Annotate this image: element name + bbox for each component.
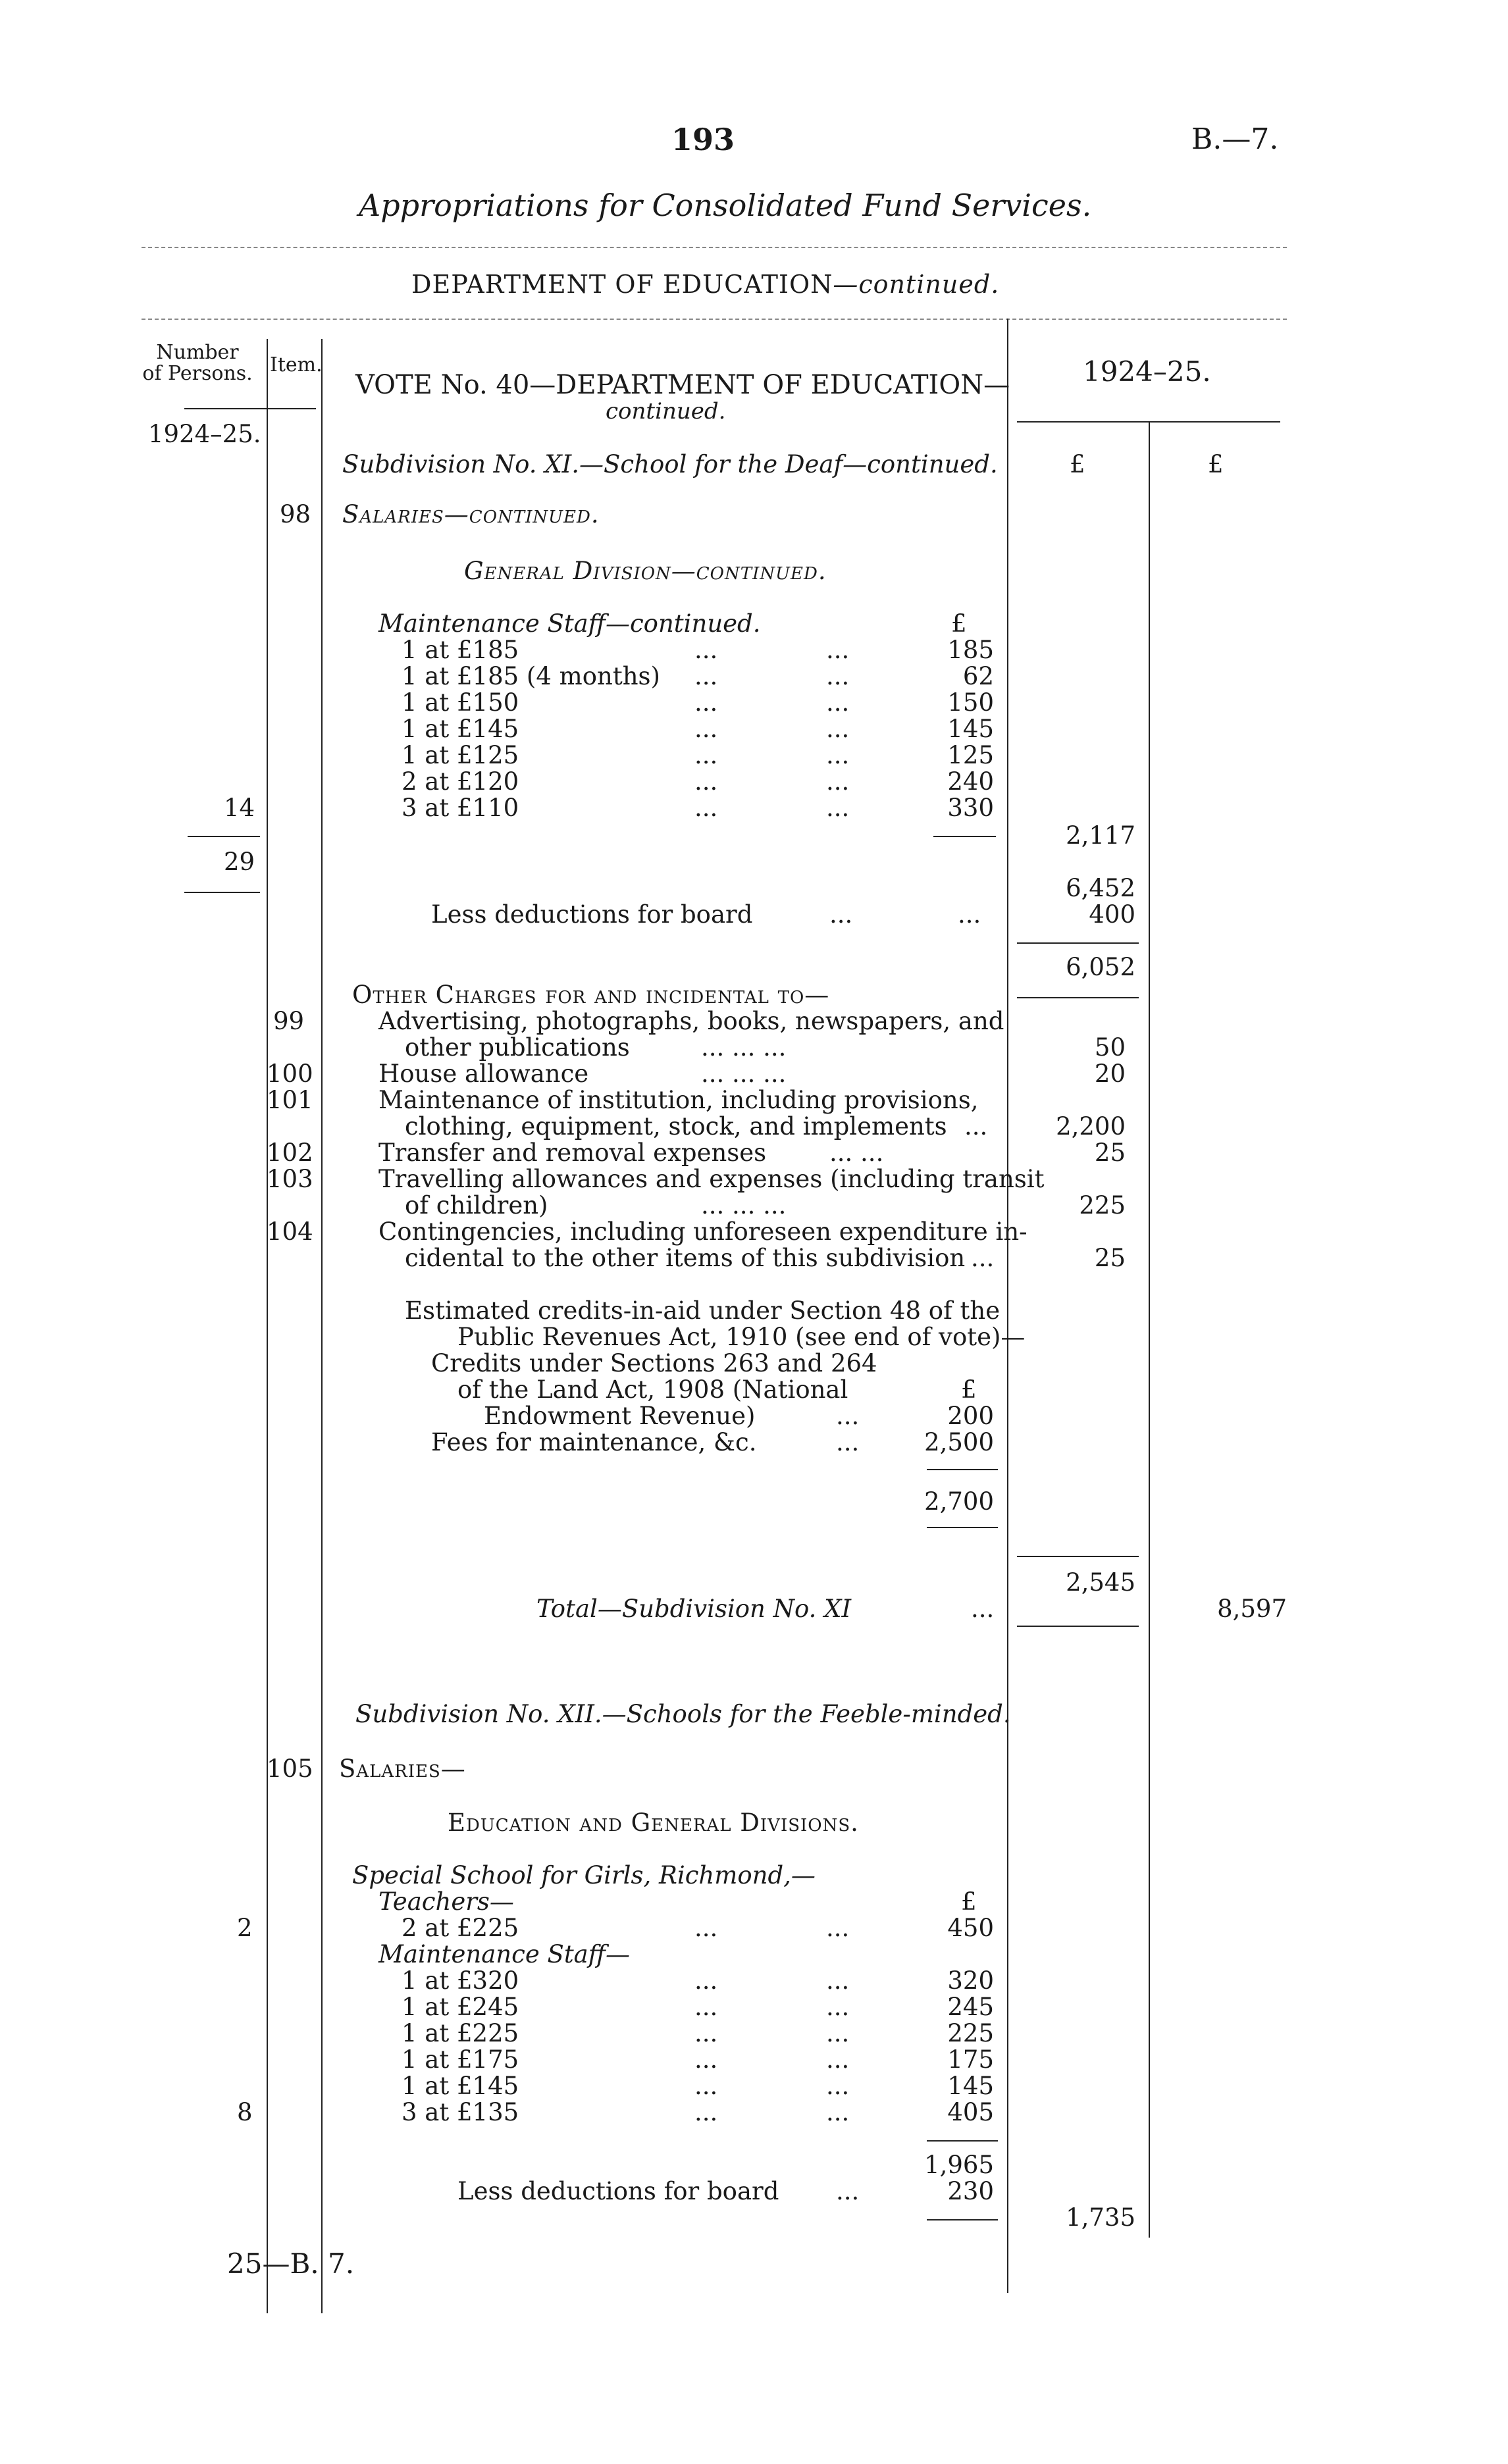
dots: ...: [694, 767, 718, 796]
persons-item-divider: [267, 339, 268, 2313]
credits-rule-2: [927, 1527, 998, 1528]
staff-row-amount: 245: [947, 1993, 994, 2021]
item-description: Transfer and removal expenses: [378, 1139, 767, 1167]
net-rule: [1017, 942, 1139, 944]
staff-row-amount: 125: [947, 741, 994, 769]
total-rule: [1017, 1626, 1139, 1627]
item-header: Item.: [270, 353, 323, 376]
staff-row-label: 1 at £320: [402, 1966, 519, 1995]
item-description-cont: cidental to the other items of this subdivision: [405, 1244, 966, 1272]
teacher-row-amount: 450: [947, 1914, 994, 1942]
header-rule-right: [1017, 421, 1280, 423]
dots: ...: [694, 636, 718, 664]
staff-row-label: 3 at £110: [402, 794, 519, 822]
dots: ...: [836, 1402, 860, 1430]
header-rule-left: [184, 408, 316, 409]
dots: ...: [826, 636, 850, 664]
persons-header-line2: of Persons.: [142, 362, 253, 385]
dots: ...: [826, 1993, 850, 2021]
item-description: Travelling allowances and expenses (including transit: [378, 1165, 1045, 1193]
persons-count: 2: [237, 1914, 253, 1942]
item-description-cont: other publications: [405, 1033, 630, 1062]
sum-rule: [933, 836, 996, 837]
pound-sign-4: £: [961, 1375, 977, 1404]
dots: ...: [826, 2072, 850, 2100]
dots: ...: [971, 1595, 995, 1623]
staff-row-amount: 185: [947, 636, 994, 664]
credits-line: Fees for maintenance, &c.: [431, 1428, 757, 1456]
dots: ...: [694, 794, 718, 822]
item-amount: 225: [1079, 1191, 1126, 1219]
item-description: Advertising, photographs, books, newspapers, and: [378, 1007, 1004, 1035]
page-number: 193: [671, 122, 735, 157]
dots: ...: [694, 1993, 718, 2021]
credits-amount: 2,500: [924, 1428, 994, 1456]
dots: ...: [964, 1112, 988, 1141]
dots: ...: [826, 794, 850, 822]
teachers-heading: Teachers—: [378, 1887, 514, 1916]
pound-sign-3: £: [951, 609, 967, 638]
staff-row-label: 1 at £185: [402, 636, 519, 664]
gross-total-2: 1,965: [924, 2151, 994, 2179]
total-subdivision-amount: 8,597: [1217, 1595, 1287, 1623]
gross-total: 6,452: [1066, 874, 1135, 902]
staff-row-amount: 240: [947, 767, 994, 796]
item-description-cont: of children): [405, 1191, 548, 1219]
maintenance-staff-2: Maintenance Staff—: [378, 1940, 630, 1968]
dots: ...: [694, 2045, 718, 2074]
persons-total: 29: [224, 848, 255, 876]
staff-row-label: 1 at £145: [402, 715, 519, 743]
dots: ...: [836, 1428, 860, 1456]
item-number: 101: [267, 1086, 313, 1114]
staff-row-label: 2 at £120: [402, 767, 519, 796]
reference-code: B.—7.: [1191, 122, 1279, 156]
staff-row-amount: 330: [947, 794, 994, 822]
maintenance-staff: Maintenance Staff—continued.: [378, 609, 761, 638]
net-rule-2: [1017, 997, 1139, 998]
staff-row-label: 1 at £225: [402, 2019, 519, 2047]
total-subdivision-label: Total—Subdivision No. XI: [536, 1595, 852, 1623]
year-left: 1924–25.: [148, 420, 261, 448]
money-columns-divider: [1149, 421, 1150, 2238]
staff-row-amount: 145: [947, 2072, 994, 2100]
credits-line: Credits under Sections 263 and 264: [431, 1349, 877, 1377]
item-amount: 50: [1094, 1033, 1126, 1062]
staff-row-label: 1 at £175: [402, 2045, 519, 2074]
credits-amount: 200: [947, 1402, 994, 1430]
education-general-divisions: Education and General Divisions.: [448, 1809, 859, 1837]
dots: ...: [826, 1966, 850, 1995]
less-deductions-amount-2: 230: [947, 2177, 994, 2205]
other-charges-total: 2,545: [1066, 1568, 1135, 1597]
pound-sign-2: £: [1208, 450, 1224, 478]
item-amount: 25: [1094, 1139, 1126, 1167]
teacher-row-label: 2 at £225: [402, 1914, 519, 1942]
dots: ...: [694, 741, 718, 769]
staff-row-amount: 145: [947, 715, 994, 743]
persons-count: 8: [237, 2098, 253, 2126]
sum-rule-2: [927, 2140, 998, 2142]
special-school: Special School for Girls, Richmond,—: [352, 1861, 816, 1889]
credits-line: of the Land Act, 1908 (National: [457, 1375, 848, 1404]
staff-row-label: 1 at £185 (4 months): [402, 662, 660, 690]
staff-row-label: 1 at £150: [402, 688, 519, 717]
staff-row-label: 1 at £245: [402, 1993, 519, 2021]
dots: ...: [694, 1914, 718, 1942]
dots: ...: [826, 688, 850, 717]
item-98: 98: [280, 500, 311, 528]
dots: ...: [694, 2019, 718, 2047]
persons-rule-2: [184, 892, 260, 893]
dots: ...: [694, 662, 718, 690]
credits-line: Public Revenues Act, 1910 (see end of vote)—: [457, 1323, 1026, 1351]
year-right: 1924–25.: [1083, 355, 1211, 388]
item-description: Maintenance of institution, including provisions,: [378, 1086, 979, 1114]
heading-rule: [142, 319, 1287, 320]
pound-sign-5: £: [961, 1887, 977, 1916]
salaries-heading: Salaries—continued.: [342, 500, 600, 528]
credits-line: Endowment Revenue): [484, 1402, 756, 1430]
less-deductions-label: Less deductions for board: [431, 900, 753, 929]
staff-row-amount: 150: [947, 688, 994, 717]
staff-row-amount: 225: [947, 2019, 994, 2047]
dots: ...: [694, 2072, 718, 2100]
net-amount-2: 1,735: [1066, 2203, 1135, 2232]
title-rule: [142, 247, 1287, 248]
dots: ... ... ...: [701, 1191, 787, 1219]
item-description: Contingencies, including unforeseen expenditure in-: [378, 1218, 1027, 1246]
page-title: Appropriations for Consolidated Fund Services.: [359, 188, 1092, 223]
dots: ... ... ...: [701, 1060, 787, 1088]
dots: ...: [826, 662, 850, 690]
item-description: House allowance: [378, 1060, 589, 1088]
salaries-heading-2: Salaries—: [339, 1755, 466, 1783]
footer-code: 25—B. 7.: [227, 2247, 355, 2280]
persons-rule: [188, 836, 260, 837]
persons-header-line1: Number: [156, 341, 239, 364]
subdivision-11-heading: Subdivision No. XI.—School for the Deaf—continued.: [342, 450, 998, 478]
item-text-divider: [321, 339, 323, 2313]
item-amount: 25: [1094, 1244, 1126, 1272]
item-number: 99: [273, 1007, 305, 1035]
pound-sign-1: £: [1070, 450, 1085, 478]
dots: ...: [826, 2098, 850, 2126]
vote-continued: continued.: [606, 398, 726, 424]
staff-row-label: 1 at £145: [402, 2072, 519, 2100]
dots: ... ... ...: [701, 1033, 787, 1062]
dots: ...: [826, 1914, 850, 1942]
dots: ...: [826, 2045, 850, 2074]
dots: ...: [836, 2177, 860, 2205]
dots: ...: [694, 2098, 718, 2126]
item-105: 105: [267, 1755, 313, 1783]
item-description-cont: clothing, equipment, stock, and implements: [405, 1112, 947, 1141]
credits-rule: [927, 1469, 998, 1470]
item-number: 104: [267, 1218, 313, 1246]
item-number: 103: [267, 1165, 313, 1193]
subdivision-12-heading: Subdivision No. XII.—Schools for the Feeble-minded.: [355, 1700, 1011, 1728]
dots: ...: [694, 1966, 718, 1995]
item-amount: 20: [1094, 1060, 1126, 1088]
department-heading: DEPARTMENT OF EDUCATION—continued.: [411, 270, 1000, 299]
staff-row-label: 1 at £125: [402, 741, 519, 769]
dots: ...: [826, 715, 850, 743]
staff-row-amount: 62: [962, 662, 994, 690]
dots: ...: [958, 900, 981, 929]
less-deductions-label-2: Less deductions for board: [457, 2177, 779, 2205]
less-deductions-amount: 400: [1089, 900, 1135, 929]
dots: ...: [694, 688, 718, 717]
staff-subtotal: 2,117: [1066, 821, 1135, 850]
item-number: 100: [267, 1060, 313, 1088]
dots: ...: [971, 1244, 995, 1272]
other-total-rule: [1017, 1556, 1139, 1557]
credits-total: 2,700: [924, 1487, 994, 1516]
net-amount: 6,052: [1066, 953, 1135, 981]
dots: ...: [826, 767, 850, 796]
staff-row-amount: 405: [947, 2098, 994, 2126]
item-amount: 2,200: [1056, 1112, 1126, 1141]
vote-title: VOTE No. 40—DEPARTMENT OF EDUCATION—: [355, 370, 1010, 400]
dots: ...: [829, 900, 853, 929]
dots: ...: [694, 715, 718, 743]
persons-count: 14: [224, 794, 255, 822]
other-charges-heading: Other Charges for and incidental to—: [352, 981, 830, 1009]
text-money-divider: [1007, 319, 1008, 2293]
dots: ...: [826, 2019, 850, 2047]
dots: ...: [826, 741, 850, 769]
credits-line: Estimated credits-in-aid under Section 48 of the: [405, 1296, 1001, 1325]
general-division: General Division—continued.: [464, 557, 827, 585]
dots: ... ...: [829, 1139, 884, 1167]
staff-row-label: 3 at £135: [402, 2098, 519, 2126]
item-number: 102: [267, 1139, 313, 1167]
staff-row-amount: 175: [947, 2045, 994, 2074]
net-rule-3: [927, 2219, 998, 2220]
staff-row-amount: 320: [947, 1966, 994, 1995]
